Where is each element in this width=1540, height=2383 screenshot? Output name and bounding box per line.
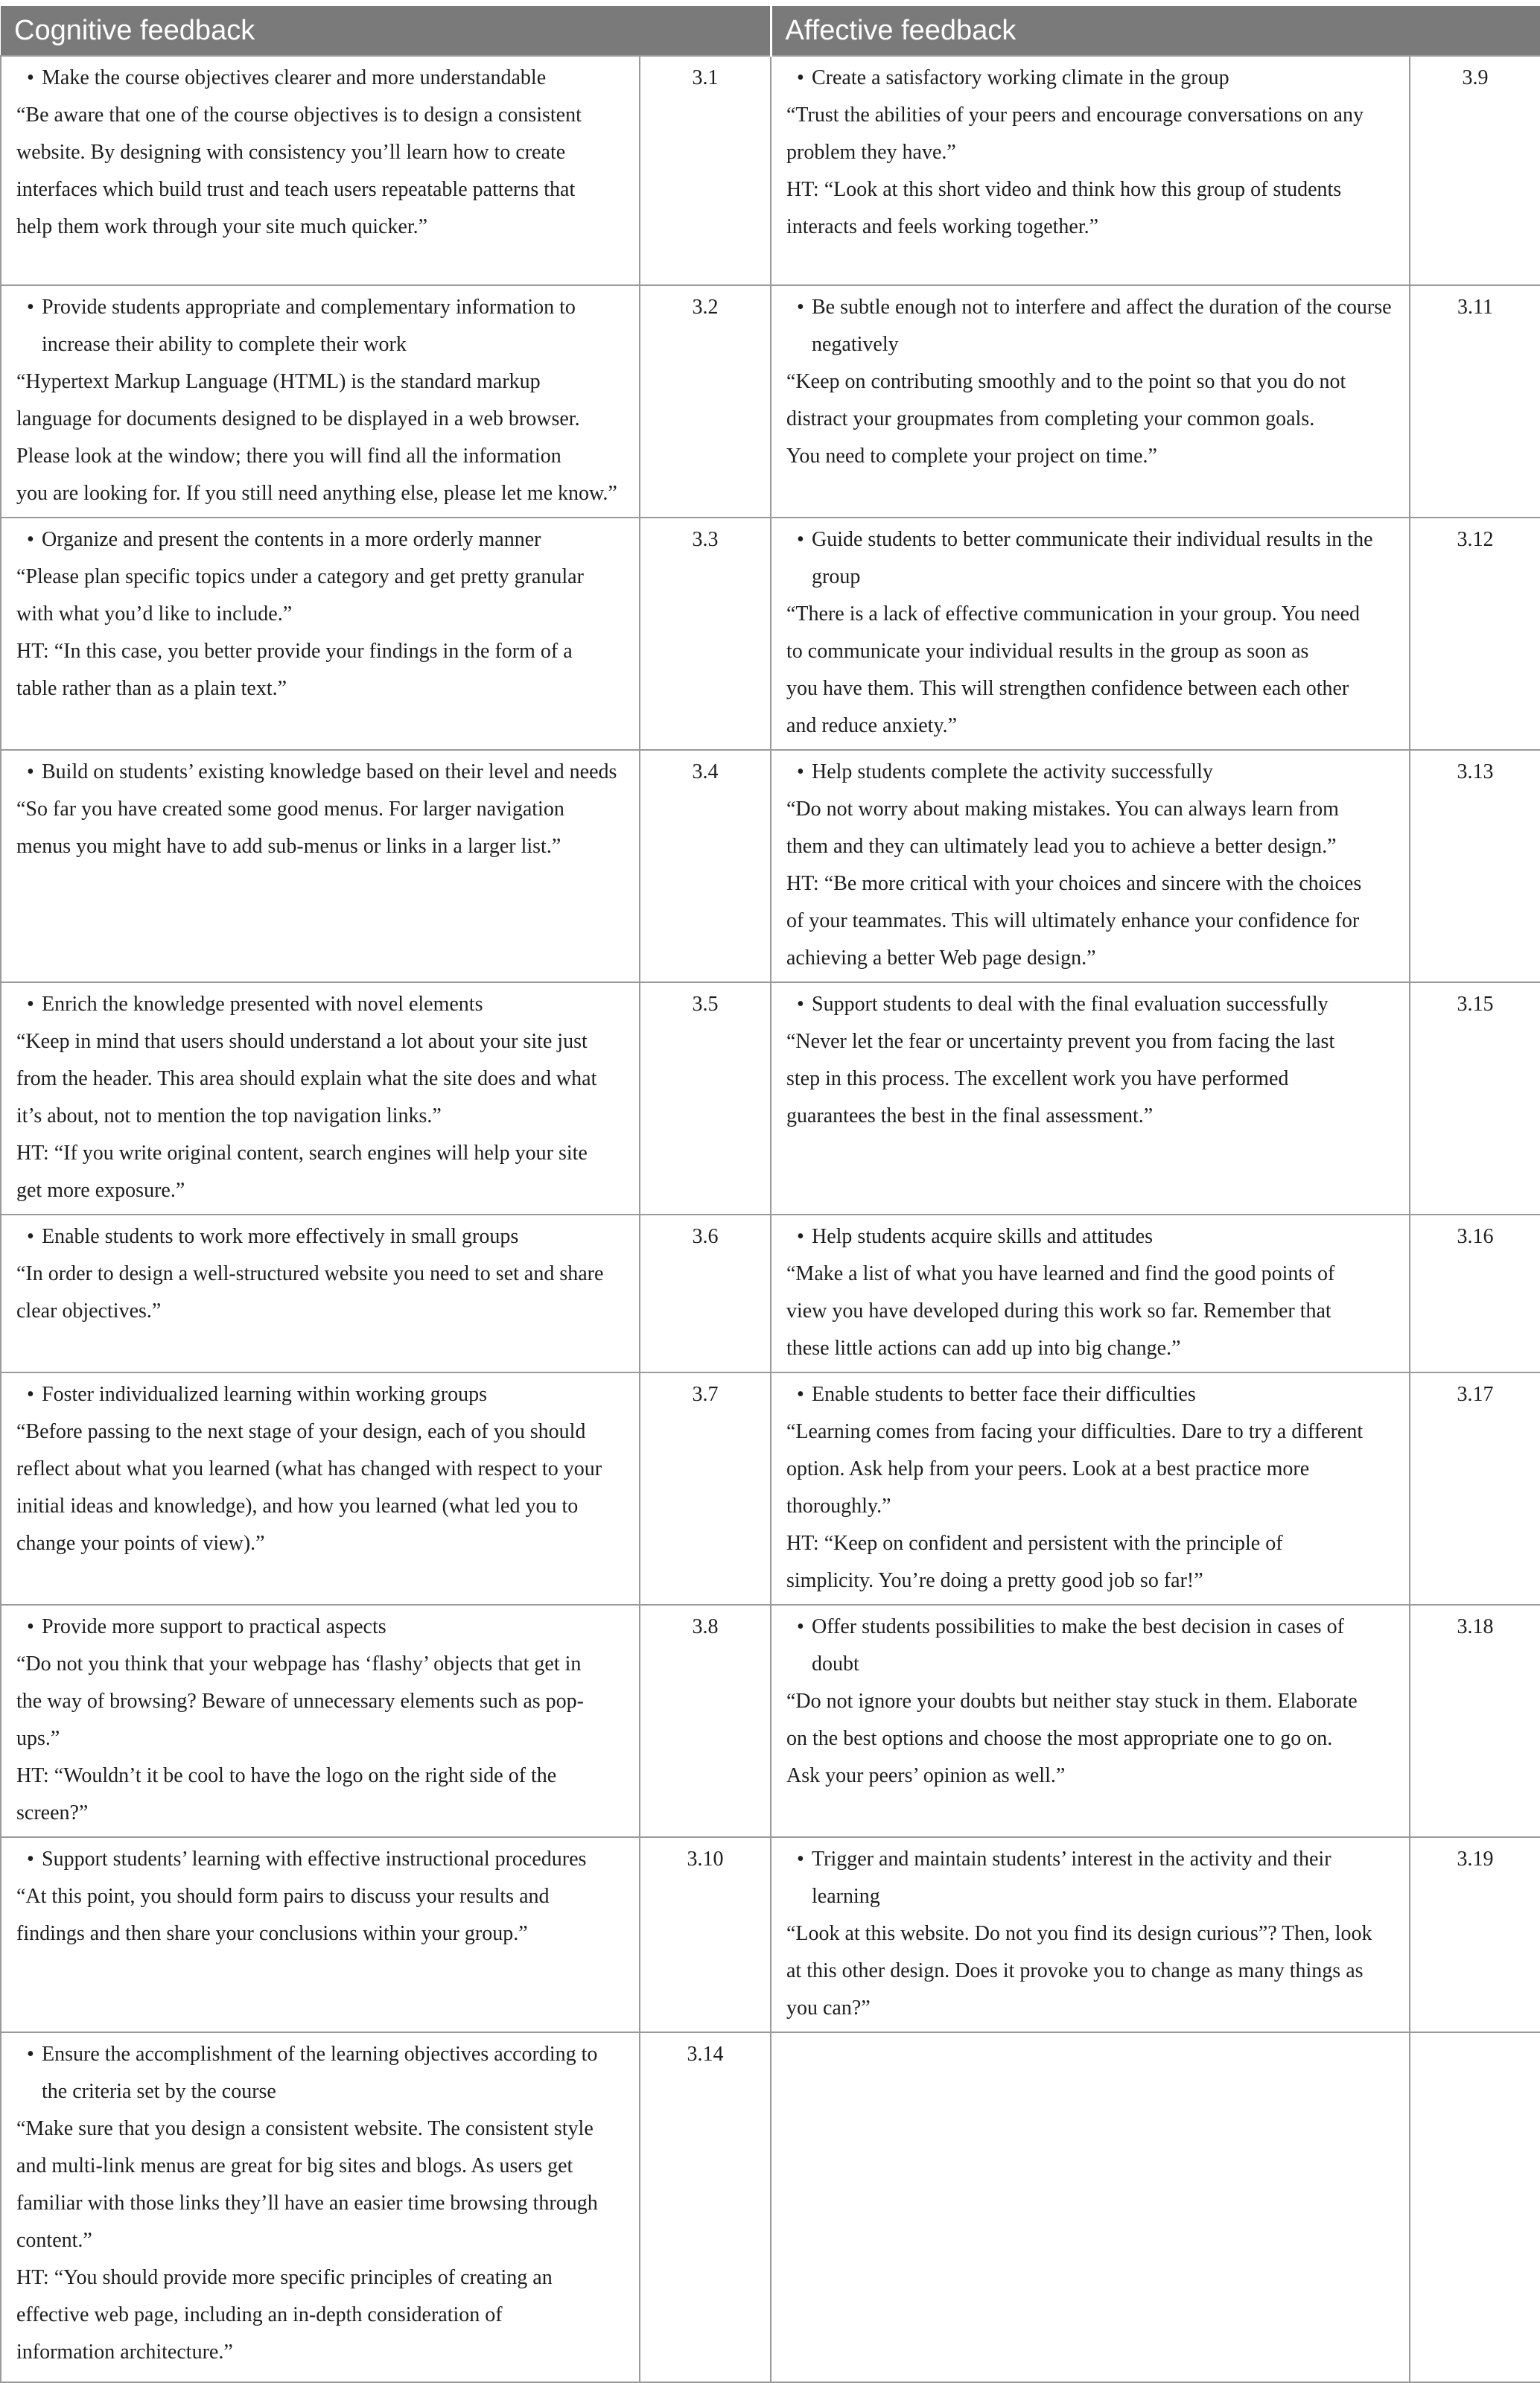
affective-cell bbox=[771, 285, 1410, 518]
feedback-example-line: simplicity. You’re doing a pretty good job so far!” bbox=[786, 1569, 1203, 1592]
cognitive-cell bbox=[1, 285, 640, 518]
feedback-category: • Enrich the knowledge presented with novel elements bbox=[16, 986, 624, 1023]
affective-cell bbox=[771, 1215, 1410, 1372]
feedback-example-line: step in this process. The excellent work you have performed bbox=[786, 1067, 1289, 1090]
feedback-example-line: view you have developed during this work so far. Remember that bbox=[786, 1299, 1331, 1323]
feedback-example-line: “Look at this website. Do not you find its design curious”? Then, look bbox=[786, 1922, 1372, 1945]
table-row bbox=[1, 750, 1540, 982]
affective-cell bbox=[771, 1837, 1410, 2032]
feedback-example-line: “Make a list of what you have learned and find the good points of bbox=[786, 1262, 1335, 1285]
feedback-example-line: “At this point, you should form pairs to discuss your results and bbox=[16, 1885, 550, 1908]
affective-code: 3.16 bbox=[1410, 1215, 1540, 1372]
feedback-table bbox=[0, 6, 1540, 2383]
cognitive-cell bbox=[1, 1372, 640, 1605]
cognitive-cell bbox=[1, 1837, 640, 2032]
cognitive-code: 3.2 bbox=[640, 285, 771, 518]
feedback-example-line: option. Ask help from your peers. Look at a best practice more bbox=[786, 1457, 1310, 1480]
feedback-example-line: you are looking for. If you still need anything else, please let me know.” bbox=[16, 482, 617, 505]
feedback-example-line: “Before passing to the next stage of your design, each of you should bbox=[16, 1420, 586, 1443]
affective-cell bbox=[771, 56, 1410, 285]
table-row bbox=[1, 1372, 1540, 1605]
feedback-example-line: “Keep on contributing smoothly and to the point so that you do not bbox=[786, 370, 1346, 393]
feedback-example-line: HT: “In this case, you better provide your findings in the form of a bbox=[16, 640, 573, 663]
cognitive-code: 3.10 bbox=[640, 1837, 771, 2032]
feedback-example-line: “Do not ignore your doubts but neither stay stuck in them. Elaborate bbox=[786, 1690, 1358, 1713]
feedback-example-line: HT: “You should provide more specific principles of creating an bbox=[16, 2266, 553, 2289]
feedback-category: • Create a satisfactory working climate in the group bbox=[786, 60, 1394, 97]
feedback-example-line: menus you might have to add sub-menus or links in a larger list.” bbox=[16, 835, 561, 858]
feedback-example-line: HT: “Keep on confident and persistent with the principle of bbox=[786, 1532, 1283, 1555]
feedback-example-line: help them work through your site much quicker.” bbox=[16, 215, 428, 238]
feedback-example-line: website. By designing with consistency you’ll learn how to create bbox=[16, 141, 566, 164]
feedback-category: • Enable students to work more effectively in small groups bbox=[16, 1218, 624, 1256]
cognitive-cell bbox=[1, 56, 640, 285]
cognitive-cell bbox=[1, 982, 640, 1215]
feedback-example-line: HT: “Look at this short video and think how this group of students bbox=[786, 178, 1342, 201]
cognitive-cell bbox=[1, 2032, 640, 2382]
cognitive-code: 3.8 bbox=[640, 1605, 771, 1837]
feedback-example-line: interfaces which build trust and teach users repeatable patterns that bbox=[16, 178, 576, 201]
feedback-category: • Provide more support to practical aspects bbox=[16, 1609, 624, 1646]
feedback-example-line: thoroughly.” bbox=[786, 1495, 891, 1518]
feedback-example-line: You need to complete your project on time.” bbox=[786, 445, 1157, 468]
feedback-category: • Provide students appropriate and complementary information to increase their ability to complete their work bbox=[16, 289, 624, 363]
affective-cell bbox=[771, 750, 1410, 982]
affective-code: 3.12 bbox=[1410, 518, 1540, 750]
feedback-category: • Support students to deal with the final evaluation successfully bbox=[786, 986, 1394, 1023]
feedback-example-line: these little actions can add up into big change.” bbox=[786, 1337, 1181, 1360]
feedback-example-line: distract your groupmates from completing your common goals. bbox=[786, 407, 1315, 430]
feedback-example-line: ups.” bbox=[16, 1727, 60, 1750]
feedback-example-line: “Be aware that one of the course objectives is to design a consistent bbox=[16, 104, 582, 127]
feedback-example-line: “Make sure that you design a consistent website. The consistent style bbox=[16, 2117, 594, 2140]
affective-code: 3.13 bbox=[1410, 750, 1540, 982]
header-affective: Affective feedback bbox=[771, 6, 1540, 56]
table-header-row bbox=[1, 6, 1540, 56]
feedback-example-line: effective web page, including an in-depth consideration of bbox=[16, 2303, 503, 2326]
cognitive-code: 3.1 bbox=[640, 56, 771, 285]
feedback-example-line: it’s about, not to mention the top navigation links.” bbox=[16, 1104, 442, 1127]
cognitive-code: 3.5 bbox=[640, 982, 771, 1215]
table-body bbox=[1, 56, 1540, 2382]
affective-code bbox=[1410, 2032, 1540, 2382]
affective-code: 3.15 bbox=[1410, 982, 1540, 1215]
feedback-example-line: screen?” bbox=[16, 1801, 89, 1824]
feedback-example-line: reflect about what you learned (what has changed with respect to your bbox=[16, 1457, 602, 1480]
feedback-example-line: language for documents designed to be displayed in a web browser. bbox=[16, 407, 580, 430]
cognitive-code: 3.4 bbox=[640, 750, 771, 982]
cognitive-cell bbox=[1, 1215, 640, 1372]
feedback-example-line: HT: “If you write original content, search engines will help your site bbox=[16, 1142, 588, 1165]
feedback-example-line: you have them. This will strengthen confidence between each other bbox=[786, 677, 1349, 700]
table-row bbox=[1, 56, 1540, 285]
feedback-example-line: “There is a lack of effective communication in your group. You need bbox=[786, 602, 1361, 626]
table-row bbox=[1, 518, 1540, 750]
feedback-example-line: table rather than as a plain text.” bbox=[16, 677, 287, 700]
feedback-example-line: “Trust the abilities of your peers and encourage conversations on any bbox=[786, 104, 1364, 127]
feedback-example-line: “Never let the fear or uncertainty prevent you from facing the last bbox=[786, 1030, 1335, 1053]
feedback-example-line: Ask your peers’ opinion as well.” bbox=[786, 1764, 1066, 1787]
feedback-category: • Build on students’ existing knowledge based on their level and needs bbox=[16, 754, 624, 791]
header-cognitive: Cognitive feedback bbox=[1, 6, 771, 56]
feedback-example-line: “In order to design a well-structured website you need to set and share bbox=[16, 1262, 604, 1285]
table-row bbox=[1, 982, 1540, 1215]
affective-cell bbox=[771, 1372, 1410, 1605]
affective-cell bbox=[771, 982, 1410, 1215]
cognitive-cell bbox=[1, 1605, 640, 1837]
feedback-example-line: HT: “Wouldn’t it be cool to have the logo on the right side of the bbox=[16, 1764, 557, 1787]
table-row bbox=[1, 2032, 1540, 2382]
feedback-example-line: clear objectives.” bbox=[16, 1299, 162, 1323]
affective-code: 3.19 bbox=[1410, 1837, 1540, 2032]
feedback-example-line: on the best options and choose the most appropriate one to go on. bbox=[786, 1727, 1333, 1750]
feedback-category: • Help students acquire skills and attitudes bbox=[786, 1218, 1394, 1256]
affective-code: 3.17 bbox=[1410, 1372, 1540, 1605]
feedback-example-line: at this other design. Does it provoke you to change as many things as bbox=[786, 1959, 1364, 1982]
feedback-example-line: “Do not you think that your webpage has ‘flashy’ objects that get in bbox=[16, 1652, 582, 1676]
affective-cell bbox=[771, 518, 1410, 750]
cognitive-code: 3.7 bbox=[640, 1372, 771, 1605]
cognitive-code: 3.6 bbox=[640, 1215, 771, 1372]
feedback-category: • Make the course objectives clearer and more understandable bbox=[16, 60, 624, 97]
feedback-example-line: you can?” bbox=[786, 1997, 871, 2020]
feedback-example-line: guarantees the best in the final assessment.” bbox=[786, 1104, 1154, 1127]
feedback-category: • Support students’ learning with effective instructional procedures bbox=[16, 1841, 624, 1878]
table-row bbox=[1, 1605, 1540, 1837]
affective-code: 3.9 bbox=[1410, 56, 1540, 285]
feedback-example-line: change your points of view).” bbox=[16, 1532, 265, 1555]
feedback-example-line: achieving a better Web page design.” bbox=[786, 946, 1096, 970]
feedback-example-line: with what you’d like to include.” bbox=[16, 602, 293, 626]
feedback-example-line: problem they have.” bbox=[786, 141, 956, 164]
affective-cell bbox=[771, 2032, 1410, 2382]
feedback-example-line: of your teammates. This will ultimately enhance your confidence for bbox=[786, 909, 1360, 932]
feedback-category: • Trigger and maintain students’ interest in the activity and their learning bbox=[786, 1841, 1394, 1915]
cognitive-code: 3.3 bbox=[640, 518, 771, 750]
feedback-example-line: to communicate your individual results in the group as soon as bbox=[786, 640, 1309, 663]
affective-code: 3.18 bbox=[1410, 1605, 1540, 1837]
feedback-category: • Guide students to better communicate their individual results in the group bbox=[786, 521, 1394, 596]
feedback-category: • Foster individualized learning within working groups bbox=[16, 1376, 624, 1413]
cognitive-cell bbox=[1, 750, 640, 982]
feedback-category: • Help students complete the activity successfully bbox=[786, 754, 1394, 791]
feedback-example-line: and multi-link menus are great for big sites and blogs. As users get bbox=[16, 2154, 573, 2177]
feedback-example-line: familiar with those links they’ll have an easier time browsing through bbox=[16, 2192, 598, 2215]
feedback-category: • Enable students to better face their difficulties bbox=[786, 1376, 1394, 1413]
affective-cell bbox=[771, 1605, 1410, 1837]
cognitive-code: 3.14 bbox=[640, 2032, 771, 2382]
feedback-example-line: and reduce anxiety.” bbox=[786, 714, 958, 737]
feedback-example-line: “Please plan specific topics under a category and get pretty granular bbox=[16, 565, 584, 588]
cognitive-cell bbox=[1, 518, 640, 750]
feedback-category: • Organize and present the contents in a more orderly manner bbox=[16, 521, 624, 559]
feedback-category: • Offer students possibilities to make the best decision in cases of doubt bbox=[786, 1609, 1394, 1683]
feedback-example-line: the way of browsing? Beware of unnecessary elements such as pop- bbox=[16, 1690, 584, 1713]
feedback-example-line: “So far you have created some good menus. For larger navigation bbox=[16, 798, 564, 821]
feedback-example-line: “Do not worry about making mistakes. You can always learn from bbox=[786, 798, 1339, 821]
feedback-example-line: content.” bbox=[16, 2229, 92, 2252]
table-row bbox=[1, 1837, 1540, 2032]
feedback-example-line: them and they can ultimately lead you to achieve a better design.” bbox=[786, 835, 1337, 858]
affective-code: 3.11 bbox=[1410, 285, 1540, 518]
feedback-example-line: interacts and feels working together.” bbox=[786, 215, 1099, 238]
feedback-category: • Ensure the accomplishment of the learning objectives according to the criteria set by the course bbox=[16, 2036, 624, 2110]
table-row bbox=[1, 285, 1540, 518]
feedback-example-line: findings and then share your conclusions within your group.” bbox=[16, 1922, 528, 1945]
feedback-category: • Be subtle enough not to interfere and affect the duration of the course negatively bbox=[786, 289, 1394, 363]
feedback-example-line: “Hypertext Markup Language (HTML) is the standard markup bbox=[16, 370, 541, 393]
feedback-example-line: get more exposure.” bbox=[16, 1179, 185, 1202]
feedback-example-line: HT: “Be more critical with your choices and sincere with the choices bbox=[786, 872, 1362, 895]
table-row bbox=[1, 1215, 1540, 1372]
feedback-example-line: from the header. This area should explain what the site does and what bbox=[16, 1067, 597, 1090]
feedback-example-line: information architecture.” bbox=[16, 2341, 233, 2364]
feedback-example-line: Please look at the window; there you will find all the information bbox=[16, 445, 561, 468]
feedback-example-line: “Learning comes from facing your difficulties. Dare to try a different bbox=[786, 1420, 1364, 1443]
feedback-example-line: “Keep in mind that users should understand a lot about your site just bbox=[16, 1030, 588, 1053]
feedback-example-line: initial ideas and knowledge), and how you learned (what led you to bbox=[16, 1495, 579, 1518]
